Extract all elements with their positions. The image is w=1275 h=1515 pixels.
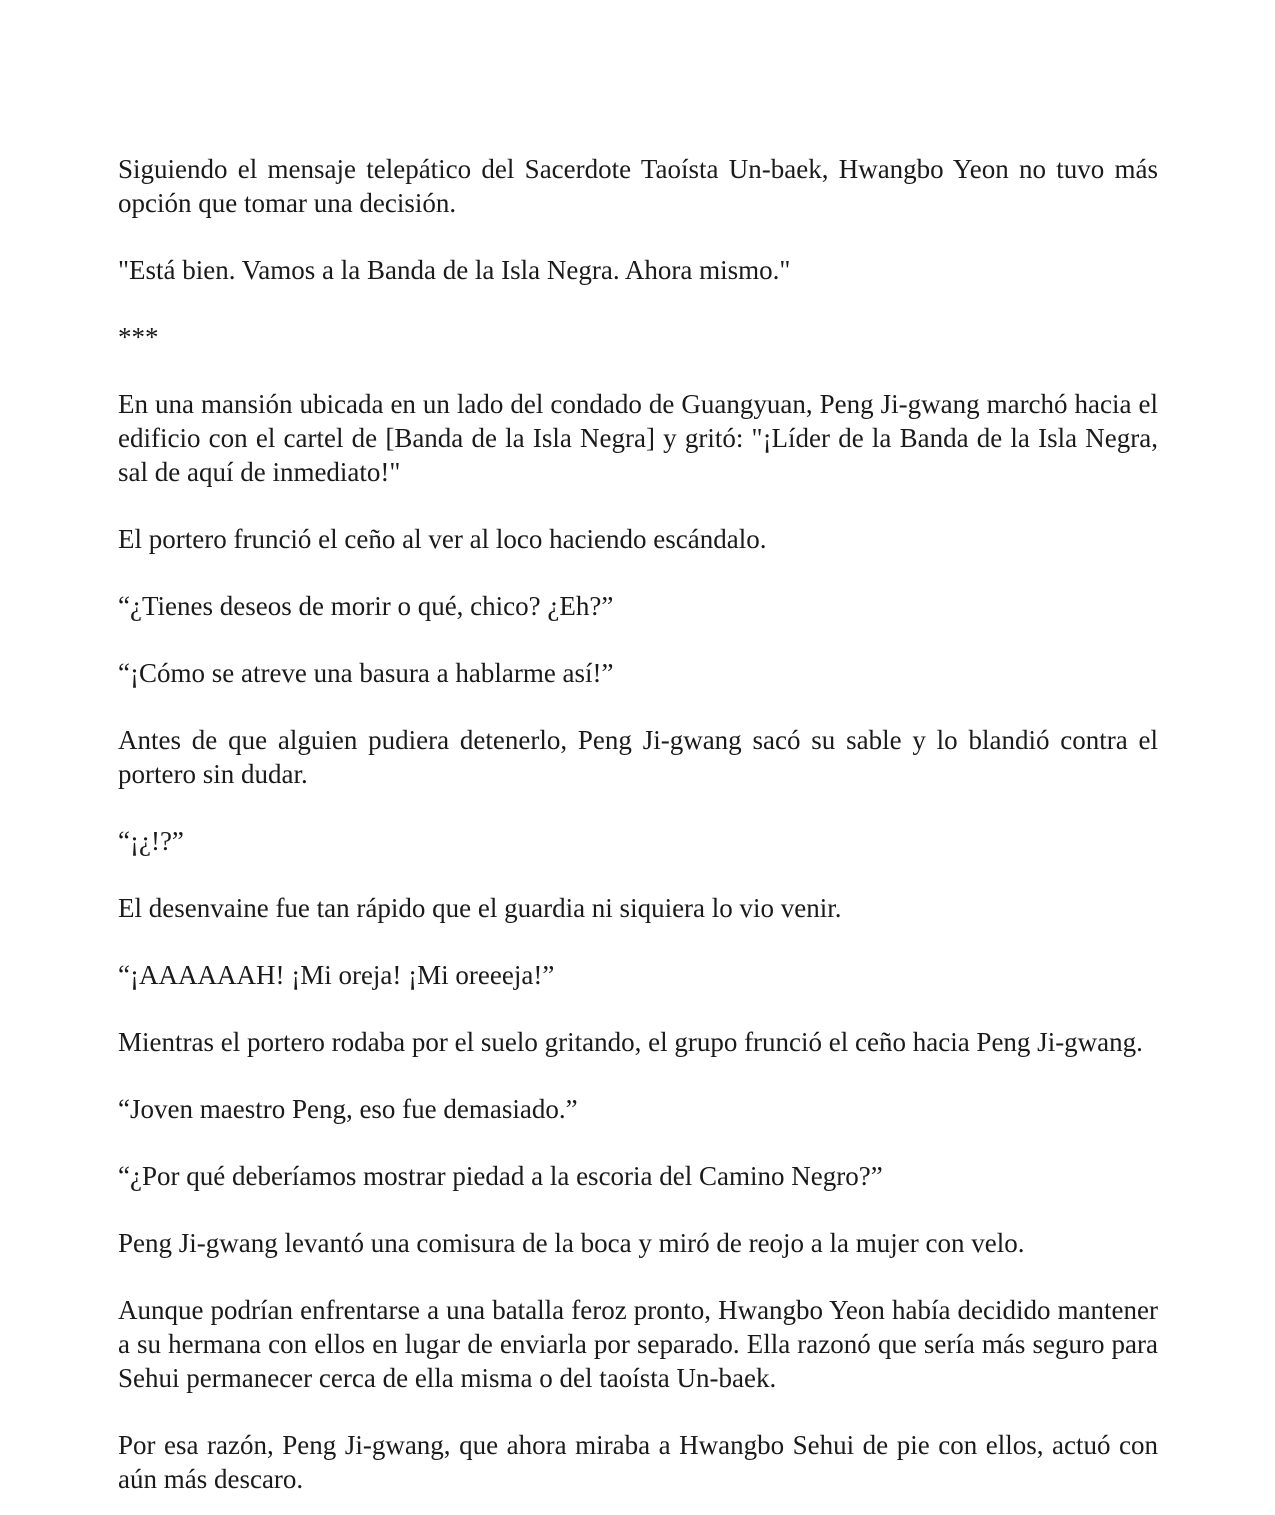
dialogue-line: “¡Cómo se atreve una basura a hablarme así!”	[118, 658, 614, 688]
paragraph: Antes de que alguien pudiera detenerlo, Peng Ji-gwang sacó su sable y lo blandió contra el portero sin dudar.	[118, 725, 1158, 789]
paragraph: Peng Ji-gwang levantó una comisura de la boca y miró de reojo a la mujer con velo.	[118, 1228, 1025, 1258]
paragraph: "Está bien. Vamos a la Banda de la Isla Negra. Ahora mismo."	[118, 255, 791, 285]
paragraph: El desenvaine fue tan rápido que el guardia ni siquiera lo vio venir.	[118, 893, 842, 923]
dialogue-line: “¿Por qué deberíamos mostrar piedad a la escoria del Camino Negro?”	[118, 1161, 883, 1191]
paragraph: Aunque podrían enfrentarse a una batalla feroz pronto, Hwangbo Yeon había decidido mantener a su hermana con ellos en lugar de enviarla por separado. Ella razonó que sería más seguro para Sehui permanecer cerca de ella misma o del taoísta Un-baek.	[118, 1295, 1158, 1393]
scene-break: ***	[118, 322, 159, 352]
dialogue-line: “¿Tienes deseos de morir o qué, chico? ¿Eh?”	[118, 591, 614, 621]
dialogue-line: “Joven maestro Peng, eso fue demasiado.”	[118, 1094, 578, 1124]
dialogue-line: “¡¿!?”	[118, 826, 184, 856]
paragraph: En una mansión ubicada en un lado del condado de Guangyuan, Peng Ji-gwang marchó hacia el edificio con el cartel de [Banda de la Isla Negra] y gritó: "¡Líder de la Banda de la Isla Negra, sal de aquí de inmediato!"	[118, 389, 1158, 487]
paragraph: Siguiendo el mensaje telepático del Sacerdote Taoísta Un-baek, Hwangbo Yeon no tuvo más opción que tomar una decisión.	[118, 154, 1158, 218]
paragraph: El portero frunció el ceño al ver al loco haciendo escándalo.	[118, 524, 767, 554]
dialogue-line: “¡AAAAAAH! ¡Mi oreja! ¡Mi oreeeja!”	[118, 960, 555, 990]
paragraph: Mientras el portero rodaba por el suelo gritando, el grupo frunció el ceño hacia Peng Ji-gwang.	[118, 1027, 1143, 1057]
document-body	[118, 152, 1158, 1515]
paragraph: Por esa razón, Peng Ji-gwang, que ahora miraba a Hwangbo Sehui de pie con ellos, actuó con aún más descaro.	[118, 1430, 1158, 1494]
